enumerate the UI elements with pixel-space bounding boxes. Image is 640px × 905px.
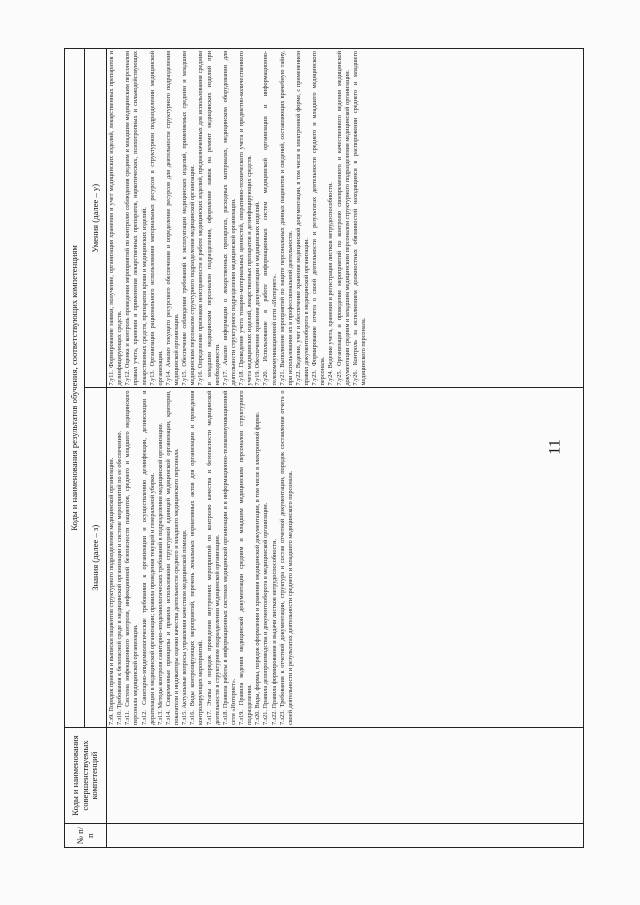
skill-item: 7.у21. Выполнение мероприятий по защите персональных данных пациентов и сведений, составляющих врачебную тайну, при использовании их в профессиональной деятельности. [278,51,294,386]
knowledge-item: 7.з17. Этапы и порядок проведения внутренних мероприятий по контролю качества и безопасности медицинской деятельности в структурном подразделении медицинской организации. [205,390,221,725]
skills-list [108,51,368,386]
knowledge-item: 7.з13. Методы контроля санитарно-эпидемиологических требований в подразделении медицинской организации. [156,422,164,725]
knowledge-item: 7.з20. Виды, формы, порядок оформления и хранения медицинской документации, в том числе в электронной форме. [254,411,262,725]
skill-item: 7.у11. Формирование заявки, получение, организация хранения и учет медицинских изделий, лекарственных препаратов и дезинфицирующих средств. [108,51,124,386]
cell-num [107,824,584,848]
cell-codes [107,728,584,824]
knowledge-item: 7.з9. Порядок приема и выписки пациентов структурного подразделения медицинской организации. [108,457,115,725]
skill-item: 7.у18. Проведение учета товарно-материальных ценностей, оперативно-технического учета и предметно-количественного учета медицинских изделий, лекарственных препаратов и дезинфицирующих средств. [238,51,254,386]
knowledge-item: 7.з14. Современные принципы и правила использования структурной единицей медицинской организации, критерии, показатели и индикаторы оценки качества деятельности среднего и младшего медицинского персонала. [164,390,180,725]
knowledge-item: 7.з21. Правила делопроизводства и документооборота в медицинской организации. [262,502,270,725]
skill-item: 7.у17. Анализ информации о лекарственных препаратах, расходных материалах, медицинском оборудовании для деятельности структурного подразделения медицинской организации. [221,51,237,386]
skill-item: 7.у15. Обеспечение соблюдения требований к эксплуатации медицинских изделий, применяемых средним и младшим медицинским персоналом структурного подразделения медицинской организации. [181,51,197,386]
table-header-row-1 [65,49,85,848]
skill-item: 7.у12. Оценка и контроль проведения мероприятий по контролю соблюдения средним и младшим медицинским персоналом правил учета, хранения и применения лекарственных препаратов, наркотических, психотропных и сильнодействующих лекарственных средств, препаратов крови и медицинских изделий. [124,51,148,386]
skill-item: 7.у26. Контроль за исполнением должностных обязанностей находящимся в распоряжении среднего и младшего медицинского персонала. [351,51,367,386]
knowledge-item: 7.з19. Правила ведения медицинской документации средним и младшим медицинским персоналом структурного подразделения. [238,390,254,725]
knowledge-item: 7.з22. Правила формирования и выдачи листков нетрудоспособности. [270,538,278,725]
table-body-row [107,49,584,848]
knowledge-cell [107,388,584,728]
skill-item: 7.у19. Обеспечение хранения документации и медицинских изделий. [254,201,262,386]
header-results: Коды и наименования результатов обучения, соответствующих компетенциям [65,49,85,728]
skill-item: 7.у23. Формирование отчета о своей деятельности и результатах деятельности среднего и младшего медицинского персонала. [311,51,327,386]
header-skills: Умения (далее – у) [85,49,107,389]
knowledge-item: 7.з15. Актуальные вопросы управления качеством медицинской помощи. [181,529,189,725]
skill-item: 7.у25. Организация и проведение мероприятий по контролю своевременного и качественного ведения медицинской документации средним и младшим медицинским персоналом структурного подразделения медицинской организации. [335,51,351,386]
header-codes: Коды и наименования совершенствуемых компетенций [65,728,107,824]
rotated-table-sheet [64,48,584,848]
knowledge-item: 7.з18. Правила работы в информационных системах медицинской организации и в информационно-телекоммуникационной сети «Интернет». [221,390,237,725]
skill-item: 7.у16. Определение признаков неисправности и работе медицинских изделий, предназначенных для использования средним и младшим медицинским персоналом подразделения, оформление заявок на ремонт медицинских изделий при необходимости. [197,51,221,386]
page-number: 11 [546,439,564,455]
skill-item: 7.у24. Ведение учета, хранения и регистрация листков нетрудоспособности. [327,182,335,386]
skill-item: 7.у22. Ведение, учет и обеспечение хранения медицинской документации, в том числе в электронной форме, с применением правил документооборота в медицинской организации. [294,51,310,386]
knowledge-item: 7.з10. Требования к безопасной среде в медицинской организации и системе мероприятий по ее обеспечению. [116,430,124,725]
knowledge-item: 7.з16. Виды контролирующих мероприятий, перечень локальных нормативных актов для организации и проведения контролирующих мероприятий. [189,390,205,725]
skills-cell [107,49,584,389]
knowledge-list [108,391,295,726]
knowledge-item: 7.з12. Санитарно-эпидемиологические требования к организации и осуществлению дезинфекции, дезинсекции и дератизации в медицинской организации; правила проведения текущей и генеральной уборки. [140,390,156,725]
knowledge-item: 7.з23. Требования к отчетной документации, структура и состав отчетной документации, порядок составления отчета о своей деятельности и результатах деятельности среднего и младшего медицинского персонала. [278,390,294,725]
skill-item: 7.у13. Организация рационального использования материальных ресурсов в структурном подразделении медицинской организации. [148,51,164,386]
header-knowledge: Знания (далее – з) [85,388,107,728]
skill-item: 7.у20. Использование в работе информационных систем медицинской организации и информационно-телекоммуникационной сети «Интернет». [262,51,278,386]
skill-item: 7.у14. Анализ текущего ресурсного обеспечения и определение ресурсов для деятельности структурного подразделения медицинской организации. [164,51,180,386]
competencies-table [64,48,584,848]
header-num: № п/п [65,824,107,848]
knowledge-item: 7.з11. Система инфекционного контроля, инфекционной безопасности пациентов, среднего и младшего медицинского персонала медицинской организации. [124,390,140,725]
